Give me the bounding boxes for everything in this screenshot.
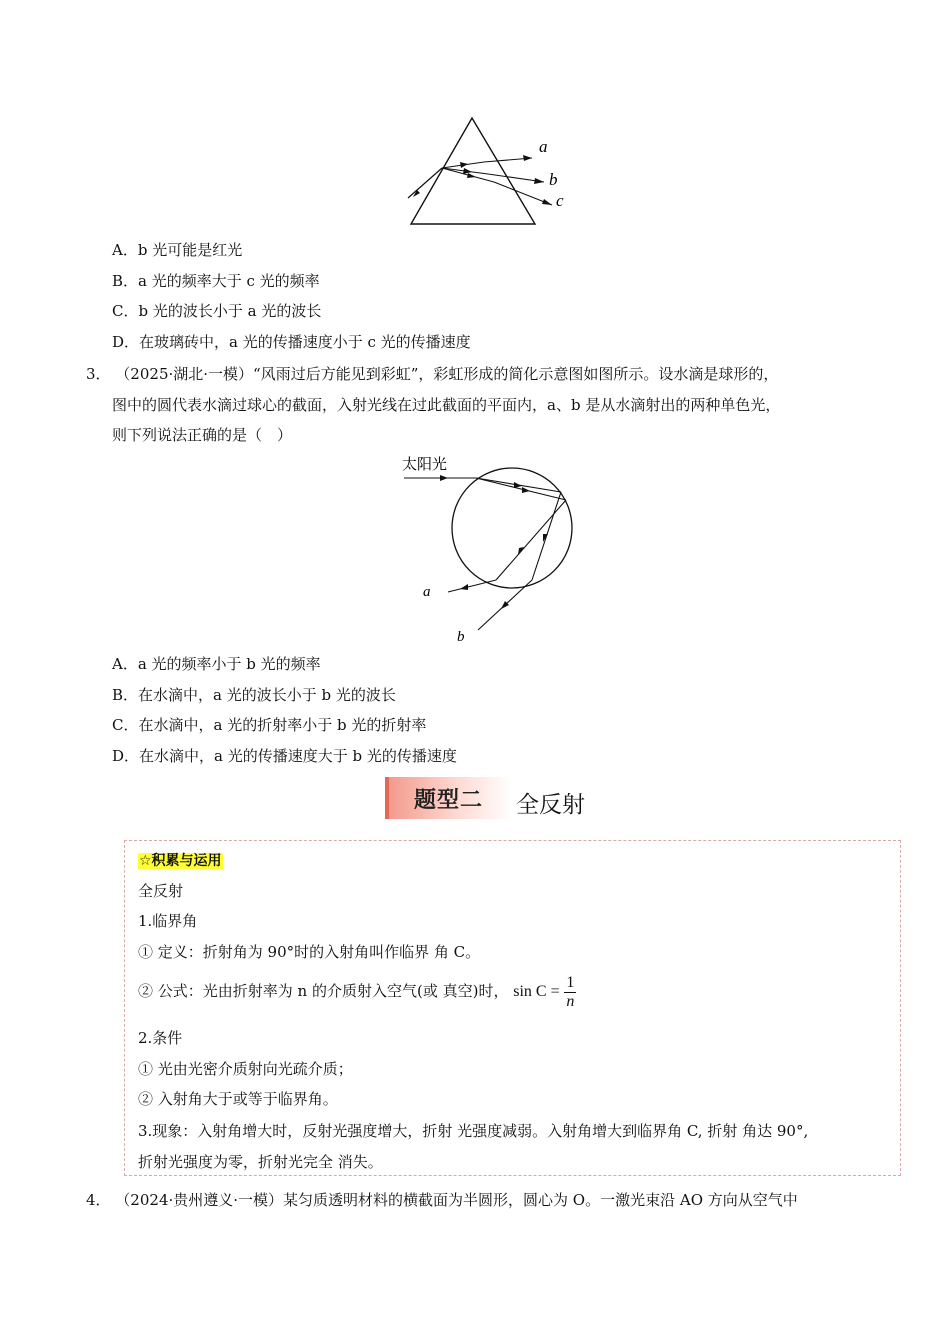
box-line-3: ① 定义：折射角为 90°时的入射角叫作临界 角 C。 [138, 943, 481, 961]
q2-option-b: B．a 光的频率大于 c 光的频率 [112, 272, 320, 290]
box-line-6: ① 光由光密介质射向光疏介质； [138, 1060, 353, 1078]
formula-lhs: sin C = [513, 983, 560, 1000]
raindrop-figure [398, 452, 588, 647]
knowledge-tag: ☆积累与运用 [139, 853, 222, 869]
ray-a-label: a [423, 584, 431, 600]
q3-stem-line2: 图中的圆代表水滴过球心的截面，入射光线在过此截面的平面内，a、b 是从水滴射出的两种单色光， [112, 396, 781, 414]
inner-arrow-b [463, 168, 472, 174]
out-arrow-c [542, 199, 552, 205]
water-drop-circle [452, 468, 572, 588]
q2-option-a: A．b 光可能是红光 [112, 241, 243, 259]
incident-ray [408, 168, 442, 198]
formula-numerator: 1 [566, 973, 575, 991]
box-line-9: 折射光强度为零，折射光完全 消失。 [138, 1153, 383, 1171]
q3-option-d: D．在水滴中，a 光的传播速度大于 b 光的传播速度 [112, 747, 457, 765]
section-banner [385, 777, 512, 819]
sun-ray-arrow [440, 475, 448, 481]
formula-fraction [564, 974, 576, 1011]
label-a: a [539, 137, 548, 156]
q3-stem-line1: 3． （2025·湖北·一模）“风雨过后方能见到彩虹”，彩虹形成的简化示意图如图所示。设水滴是球形的， [86, 365, 779, 383]
section-title: 全反射 [516, 792, 585, 818]
incident-arrow [413, 190, 420, 197]
prism-figure [400, 110, 580, 235]
exit-arrow-a [460, 584, 468, 590]
q2-option-d: D．在玻璃砖中，a 光的传播速度小于 c 光的传播速度 [112, 333, 471, 351]
q2-option-c: C．b 光的波长小于 a 光的波长 [112, 302, 322, 320]
out-arrow-b [534, 178, 544, 184]
formula-text: ② 公式：光由折射率为 n 的介质射入空气(或 真空)时， [138, 982, 509, 1000]
box-line-4 [138, 971, 576, 1012]
section-code: 题型二 [414, 788, 484, 813]
out-arrow-a [523, 155, 532, 161]
label-c: c [556, 191, 564, 210]
box-line-5: 2.条件 [138, 1029, 183, 1047]
q3-stem-line3: 则下列说法正确的是（ ） [112, 426, 293, 444]
q3-option-c: C．在水滴中，a 光的折射率小于 b 光的折射率 [112, 716, 427, 734]
q3-option-b: B．在水滴中，a 光的波长小于 b 光的波长 [112, 686, 396, 704]
formula-denominator: n [566, 992, 575, 1010]
inner-ray-top [476, 478, 566, 500]
box-line-7: ② 入射角大于或等于临界角。 [138, 1090, 338, 1108]
q3-option-a: A．a 光的频率小于 b 光的频率 [112, 655, 321, 673]
q4-stem-line1: 4． （2024·贵州遵义·一模）某匀质透明材料的横截面为半圆形，圆心为 O。一激光束沿 AO 方向从空气中 [86, 1191, 798, 1209]
knowledge-box [124, 840, 901, 1176]
sun-label: 太阳光 [402, 455, 448, 473]
inner-arrow-2 [522, 487, 530, 493]
box-line-8: 3.现象：入射角增大时，反射光强度增大，折射 光强度减弱。入射角增大到临界角 C, 折射 角达 90°, [138, 1122, 809, 1140]
box-line-2: 1.临界角 [138, 912, 198, 930]
ray-b-label: b [457, 629, 465, 645]
exit-ray-a [448, 580, 496, 592]
box-line-1: 全反射 [138, 882, 184, 900]
prism-triangle [411, 118, 535, 224]
reflect-ray-a [496, 500, 566, 580]
label-b: b [549, 170, 558, 189]
